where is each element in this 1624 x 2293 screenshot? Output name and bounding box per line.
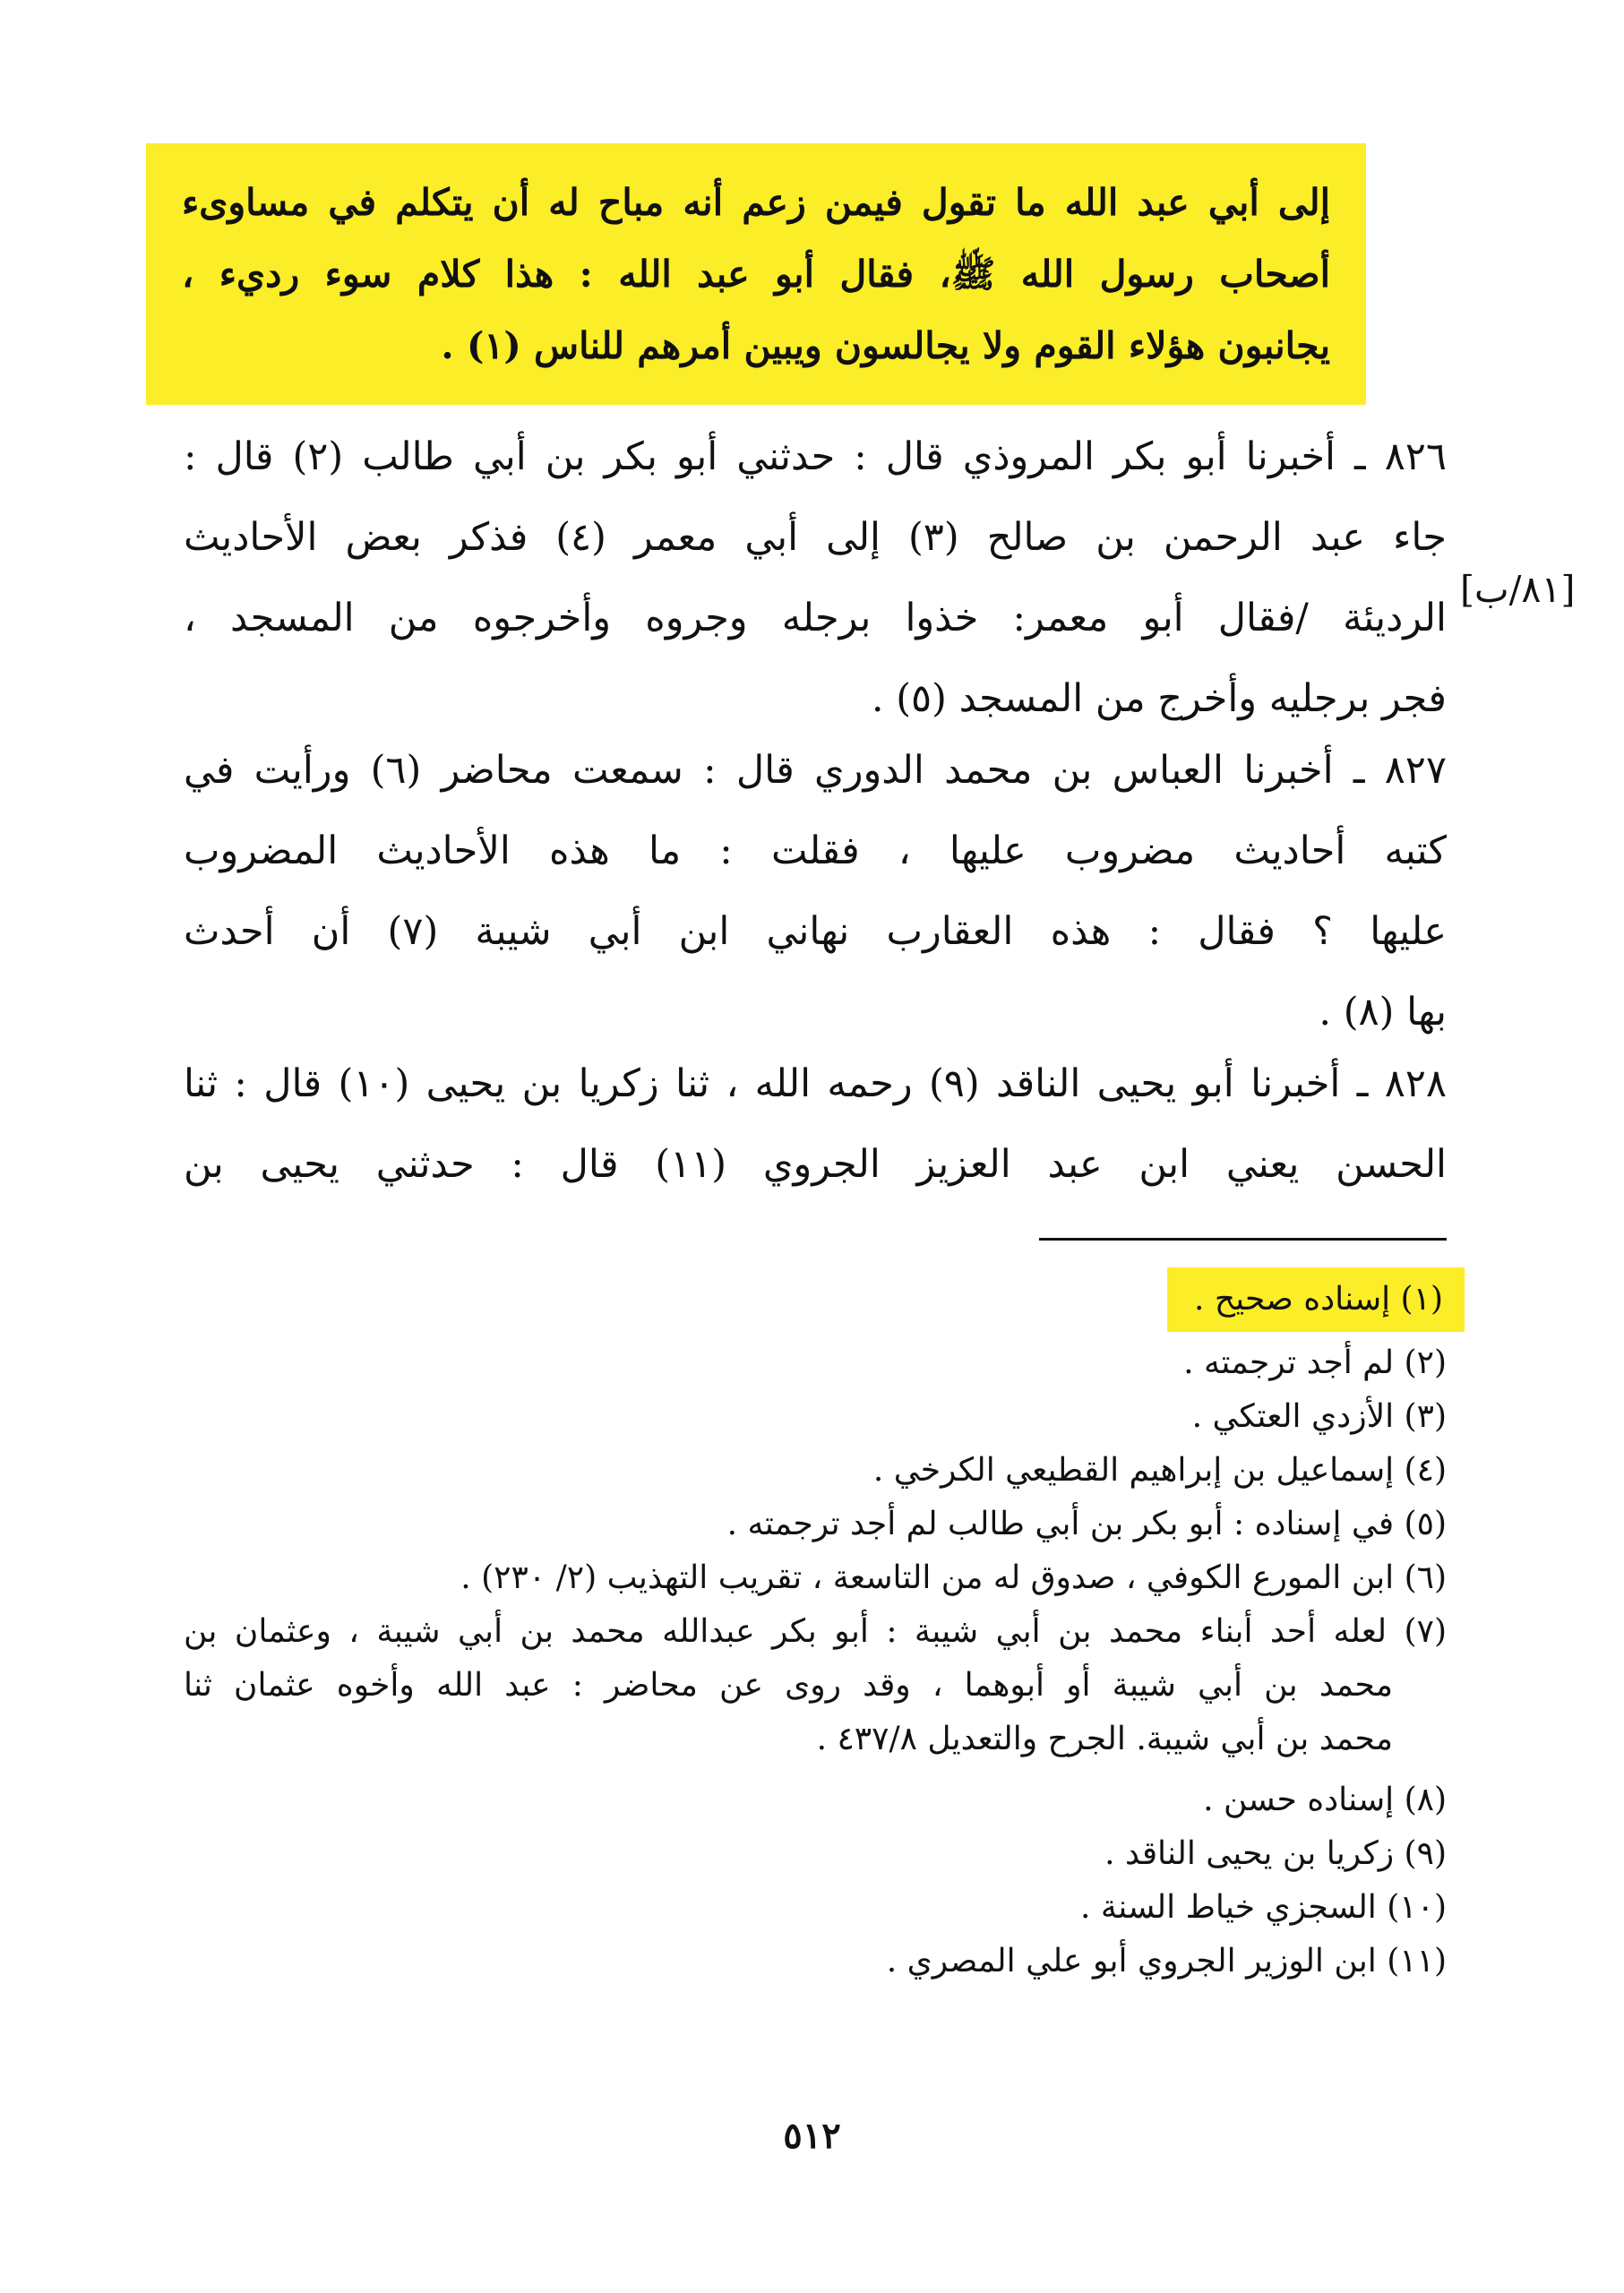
text-line: بها (٨) .: [1319, 990, 1447, 1035]
footnote-9: (٩) زكريا بن يحيى الناقد .: [1104, 1835, 1447, 1872]
text-line: أصحاب رسول الله ﷺ، فقال أبو عبد الله : هذا كلام سوء رديء ،: [182, 253, 1330, 296]
footnote-6: (٦) ابن المورع الكوفي ، صدوق له من التاسعة ، تقريب التهذيب (٢/ ٢٣٠) .: [460, 1559, 1447, 1596]
text-line: فجر برجليه وأخرج من المسجد (٥) .: [871, 676, 1447, 721]
footnote-8: (٨) إسناده حسن .: [1203, 1782, 1447, 1818]
text-line: إلى أبي عبد الله ما تقول فيمن زعم أنه مباح له أن يتكلم في مساوىء: [182, 181, 1330, 224]
page-number: ٥١٢: [783, 2115, 841, 2157]
text-line: جاء عبد الرحمن بن صالح (٣) إلى أبي معمر (٤) فذكر بعض الأحاديث: [184, 515, 1448, 560]
text-line: الرديئة /فقال أبو معمر: خذوا برجله وجروه وأخرجوه من المسجد ،: [184, 596, 1447, 640]
footnote-separator: [1039, 1238, 1447, 1241]
text-line: يجانبون هؤلاء القوم ولا يجالسون ويبين أمرهم للناس (١) .: [441, 324, 1330, 367]
footnote-1: (١) إسناده صحيح .: [1167, 1267, 1465, 1332]
text-line: الحسن يعني ابن عبد العزيز الجروي (١١) قال : حدثني يحيى بن: [184, 1142, 1448, 1187]
text-line: (٧) لعله أحد أبناء محمد بن أبي شيبة : أبو بكر عبدالله محمد بن أبي شيبة ، وعثمان بن: [184, 1613, 1447, 1650]
margin-folio-note: [٨١/ب]: [1460, 568, 1576, 611]
text-line: ٨٢٨ ـ أخبرنا أبو يحيى الناقد (٩) رحمه الله ، ثنا زكريا بن يحيى (١٠) قال : ثنا: [184, 1061, 1447, 1106]
footnote-11: (١١) ابن الوزير الجروي أبو علي المصري .: [886, 1943, 1447, 1980]
highlighted-passage: [146, 143, 1366, 405]
text-line: ٨٢٦ ـ أخبرنا أبو بكر المروذي قال : حدثني أبو بكر بن أبي طالب (٢) قال :: [184, 434, 1447, 479]
text-line: عليها ؟ فقال : هذه العقارب نهاني ابن أبي شيبة (٧) أن أحدث: [184, 909, 1447, 954]
text-line: كتبه أحاديث مضروب عليها ، فقلت : ما هذه الأحاديث المضروب: [184, 829, 1447, 873]
footnote-7: [184, 1605, 1447, 1766]
footnote-10: (١٠) السجزي خياط السنة .: [1080, 1889, 1447, 1926]
footnote-3: (٣) الأزدي العتكي .: [1191, 1398, 1447, 1435]
text-line: محمد بن أبي شيبة أو أبوهما ، وقد روى عن محاضر : عبد الله وأخوه عثمان ثنا: [184, 1667, 1393, 1704]
text-line: محمد بن أبي شيبة. الجرح والتعديل ٤٣٧/٨ .: [816, 1721, 1393, 1757]
footnote-2: (٢) لم أجد ترجمته .: [1183, 1344, 1447, 1381]
text-line: ٨٢٧ ـ أخبرنا العباس بن محمد الدوري قال : سمعت محاضر (٦) ورأيت في: [184, 748, 1447, 793]
entry-828: [184, 1043, 1447, 1205]
entry-827: [184, 730, 1447, 1052]
entry-826: [184, 417, 1447, 739]
footnote-4: (٤) إسماعيل بن إبراهيم القطيعي الكرخي .: [872, 1452, 1447, 1489]
footnote-5: (٥) في إسناده : أبو بكر بن أبي طالب لم أجد ترجمته .: [726, 1506, 1447, 1542]
